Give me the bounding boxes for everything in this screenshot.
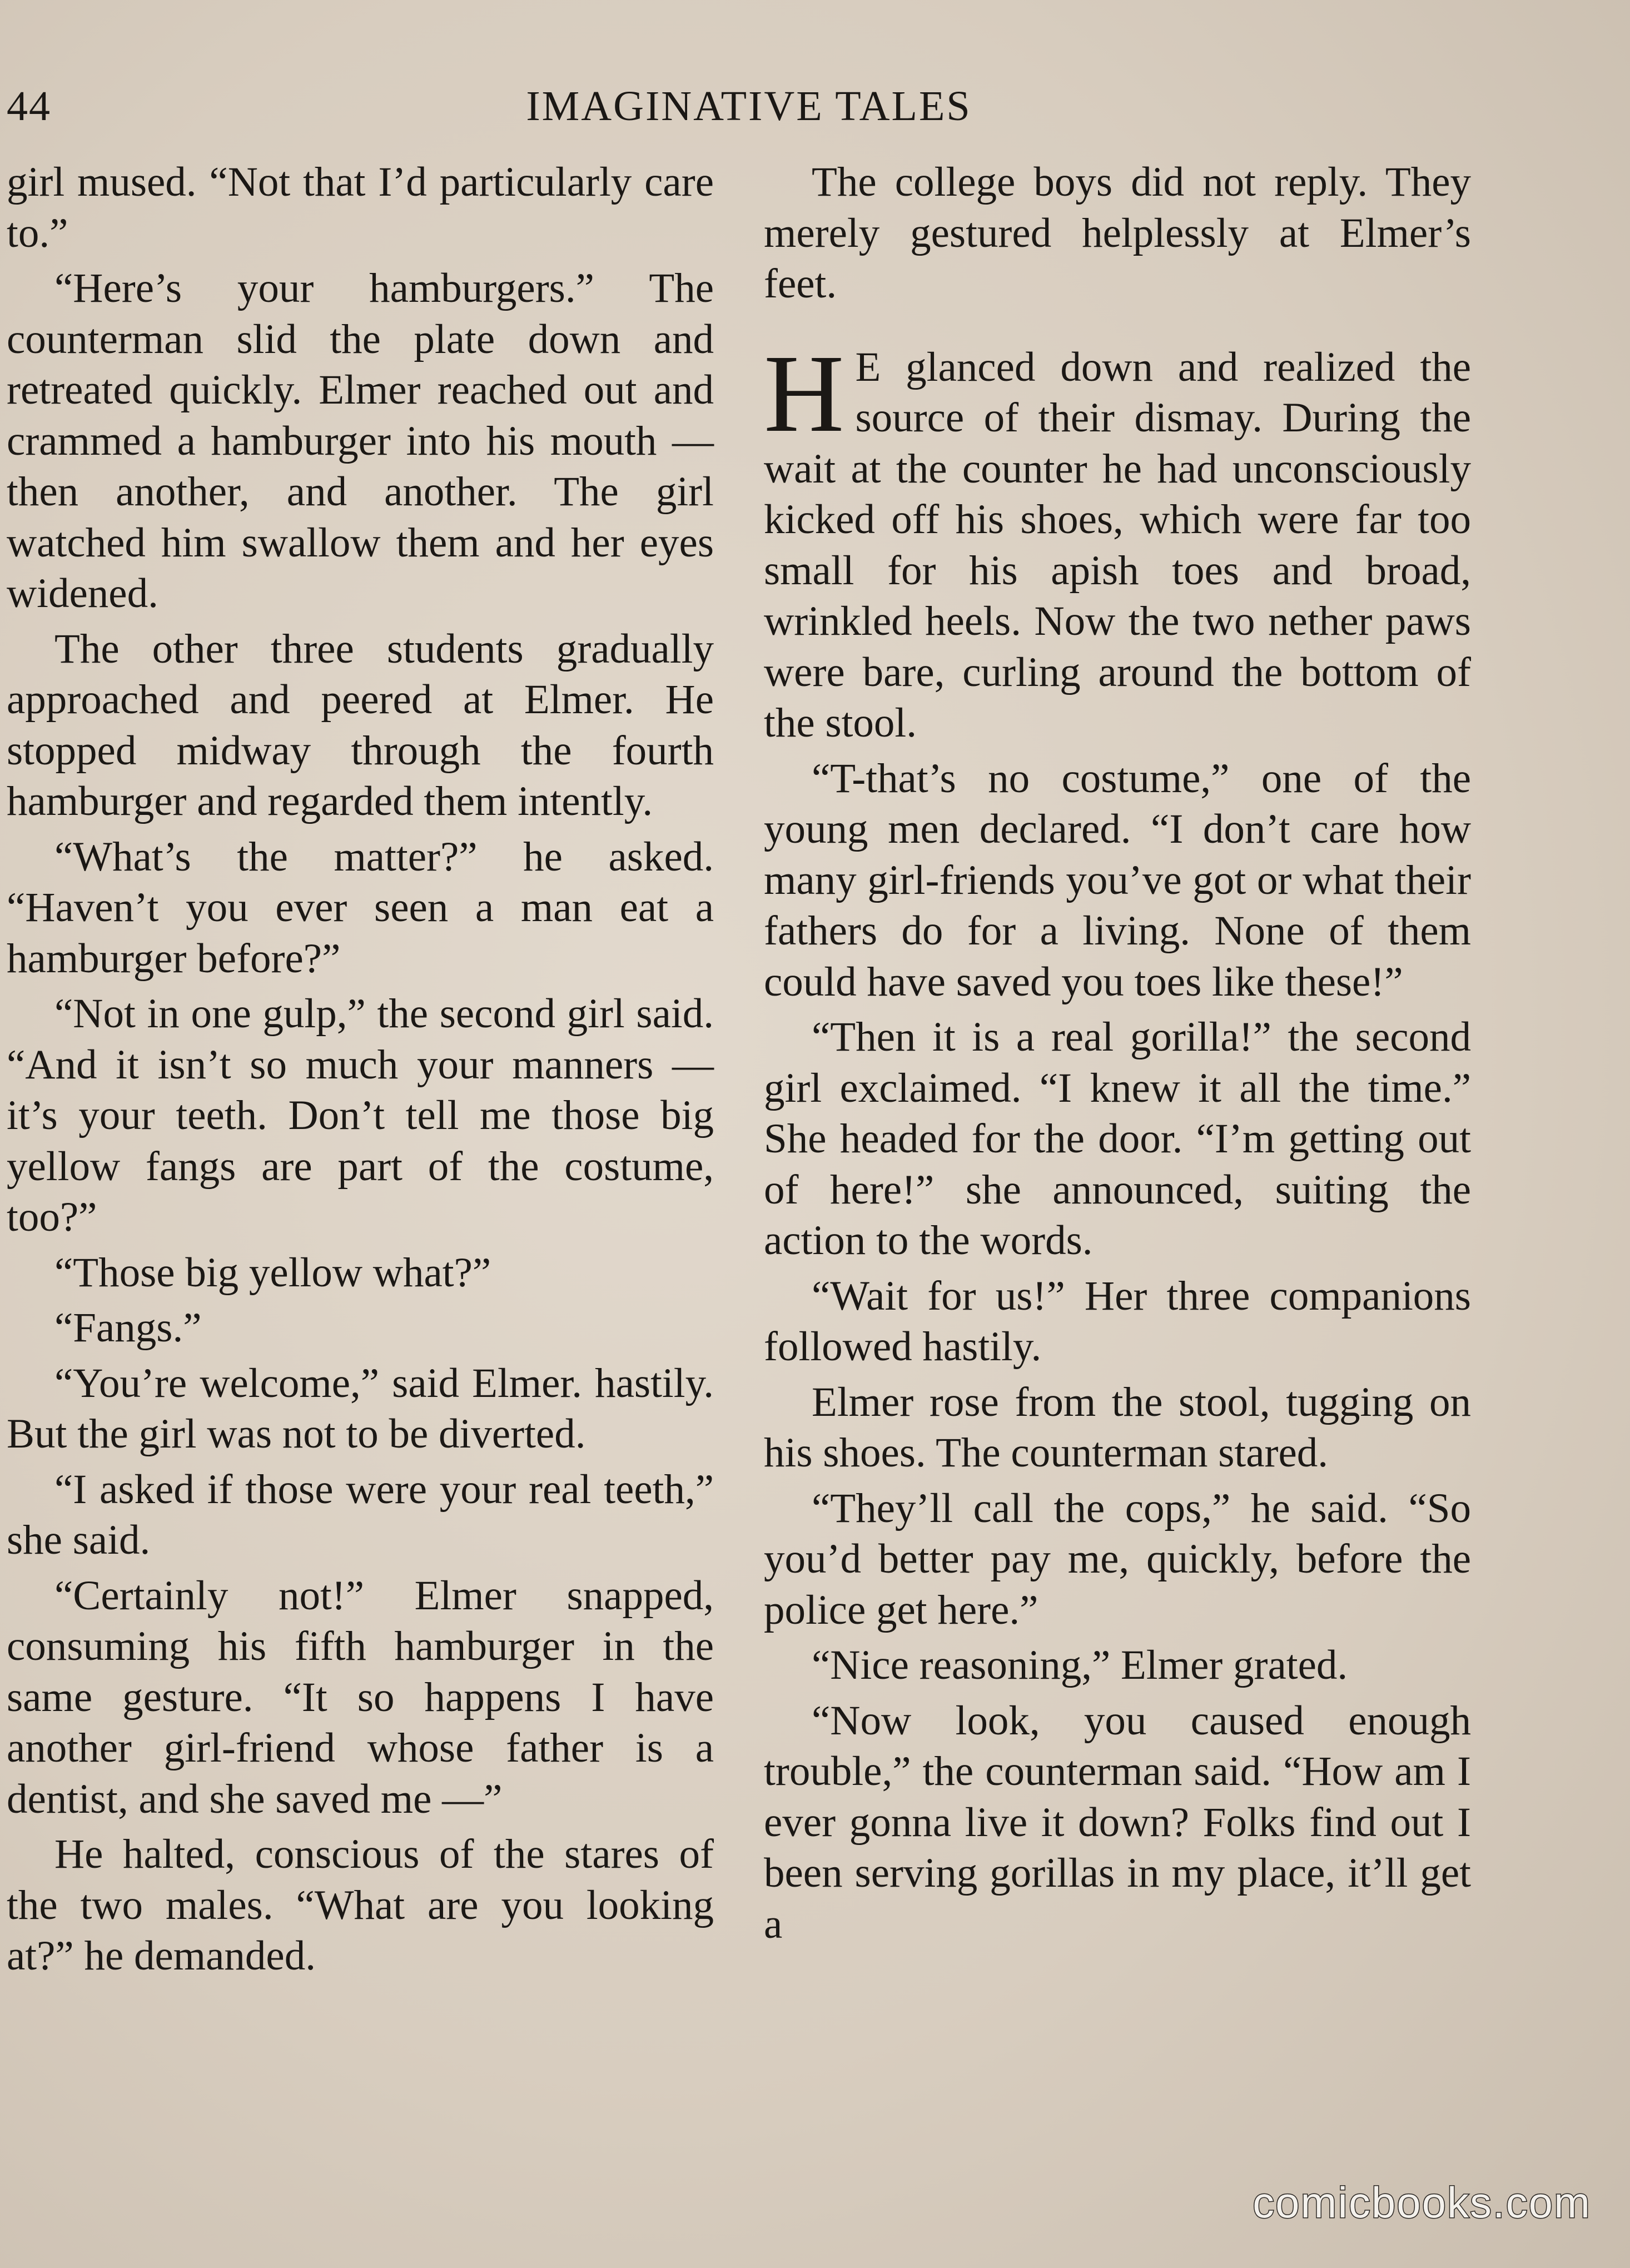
paragraph: “Wait for us!” Her three companions followed hastily. bbox=[764, 1272, 1471, 1370]
paragraph: “Then it is a real gorilla!” the second girl exclaimed. “I knew it all the time.” She headed for the door. “I’m getting out of here!” she announced, suiting the action to the words. bbox=[764, 1014, 1471, 1264]
paragraph: “Now look, you caused enough trouble,” the counterman said. “How am I ever gonna live it down? Folks find out I been serving gorillas in my place, it’ll get a bbox=[764, 1697, 1471, 1947]
paragraph: “Those big yellow what?” bbox=[54, 1249, 491, 1296]
drop-cap: H bbox=[764, 332, 844, 455]
paragraph: “Nice reasoning,” Elmer grated. bbox=[812, 1642, 1348, 1688]
paragraph: “I asked if those were your real teeth,” she said. bbox=[7, 1466, 714, 1563]
paragraph: The college boys did not reply. They merely gestured helplessly at Elmer’s feet. bbox=[764, 159, 1471, 307]
page-header bbox=[7, 82, 1474, 143]
paragraph: The other three students gradually approached and peered at Elmer. He stopped midway through the fourth hamburger and regarded them intently. bbox=[7, 625, 714, 824]
right-column bbox=[764, 157, 1471, 1954]
paragraph: He halted, conscious of the stares of the two males. “What are you looking at?” he demanded. bbox=[7, 1831, 714, 1979]
paragraph: “T-that’s no costume,” one of the young men declared. “I don’t care how many girl-friends you’ve got or what their fathers do for a living. None of them could have saved you toes like these!” bbox=[764, 755, 1471, 1005]
paragraph: “They’ll call the cops,” he said. “So you’d better pay me, quickly, before the police get here.” bbox=[764, 1485, 1471, 1633]
paragraph: “Not in one gulp,” the second girl said. “And it isn’t so much your manners — it’s your teeth. Don’t tell me those big yellow fangs are part of the costume, too?” bbox=[7, 991, 714, 1240]
running-title: IMAGINATIVE TALES bbox=[526, 83, 972, 130]
paragraph: Elmer rose from the stool, tugging on his shoes. The counterman stared. bbox=[764, 1379, 1471, 1476]
paragraph: “Here’s your hamburgers.” The counterman slid the plate down and retreated quickly. Elmer reached out and crammed a hamburger into his mouth — then another, and another. The girl watched him swallow them and her eyes widened. bbox=[7, 265, 714, 616]
section-opening-paragraph bbox=[764, 332, 1471, 749]
source-watermark: comicbooks.com bbox=[1253, 2178, 1591, 2227]
page-number: 44 bbox=[7, 83, 51, 130]
paragraph: girl mused. “Not that I’d particularly care to.” bbox=[7, 159, 714, 256]
left-column bbox=[7, 157, 714, 1986]
section-opening-text: E glanced down and realized the source of their dismay. During the wait at the counter he had unconsciously kicked off his shoes, which were far too small for his apish toes and broad, wrinkled heels. Now the two nether paws were bare, curling around the bottom of the stool. bbox=[764, 344, 1471, 746]
paragraph: “Certainly not!” Elmer snapped, consuming his fifth hamburger in the same gesture. “It so happens I have another girl-friend whose father is a dentist, and she saved me —” bbox=[7, 1572, 714, 1822]
paragraph: “Fangs.” bbox=[54, 1305, 202, 1351]
paragraph: “What’s the matter?” he asked. “Haven’t you ever seen a man eat a hamburger before?” bbox=[7, 833, 714, 982]
paragraph: “You’re welcome,” said Elmer. hastily. But the girl was not to be diverted. bbox=[7, 1360, 714, 1457]
